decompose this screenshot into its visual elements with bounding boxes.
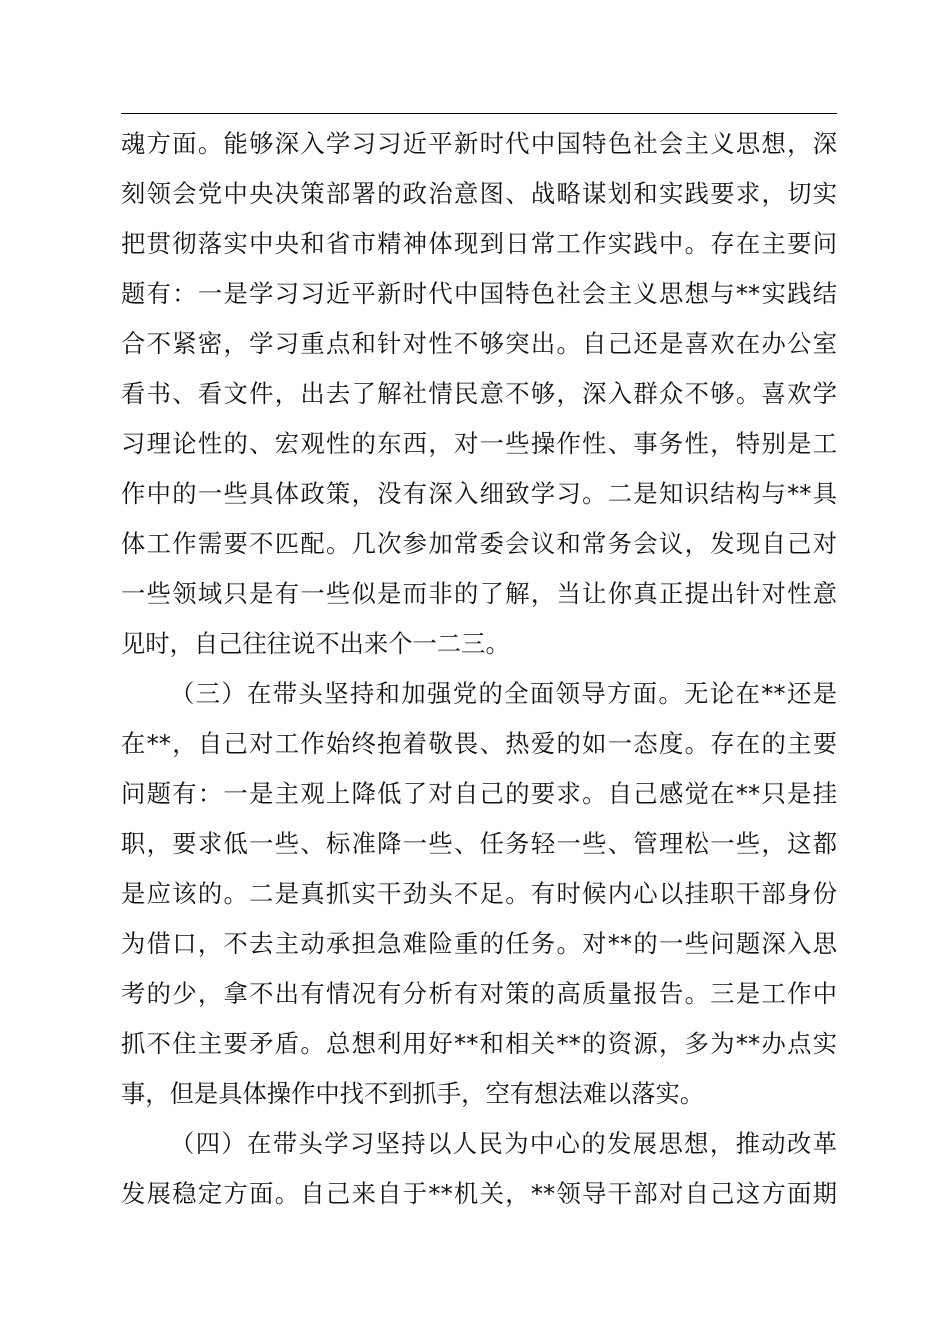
body-text <box>121 119 837 1219</box>
text-line: 在**，自己对工作始终抱着敬畏、热爱的如一态度。存在的主要 <box>121 729 837 758</box>
text-line: 一些领域只是有一些似是而非的了解，当让你真正提出针对性意 <box>121 579 837 608</box>
text-line: 合不紧密，学习重点和针对性不够突出。自己还是喜欢在办公室 <box>121 329 837 358</box>
text-line: 刻领会党中央决策部署的政治意图、战略谋划和实践要求，切实 <box>121 179 837 208</box>
text-line: 发展稳定方面。自己来自于**机关，**领导干部对自己这方面期 <box>121 1179 837 1208</box>
text-line: 题有：一是学习习近平新时代中国特色社会主义思想与**实践结 <box>121 279 837 308</box>
text-line: 是应该的。二是真抓实干劲头不足。有时候内心以挂职干部身份 <box>121 879 837 908</box>
text-line: 把贯彻落实中央和省市精神体现到日常工作实践中。存在主要问 <box>121 229 837 258</box>
section-heading-line: （三）在带头坚持和加强党的全面领导方面。无论在**还是 <box>170 679 837 708</box>
text-line: 看书、看文件，出去了解社情民意不够，深入群众不够。喜欢学 <box>121 379 837 408</box>
text-line: 体工作需要不匹配。几次参加常委会议和常务会议，发现自己对 <box>121 529 837 558</box>
text-line: 考的少，拿不出有情况有分析有对策的高质量报告。三是工作中 <box>121 979 837 1008</box>
text-line: 事，但是具体操作中找不到抓手，空有想法难以落实。 <box>121 1079 705 1108</box>
text-line: 习理论性的、宏观性的东西，对一些操作性、事务性，特别是工 <box>121 429 837 458</box>
text-line: 职，要求低一些、标准降一些、任务轻一些、管理松一些，这都 <box>121 829 837 858</box>
text-line: 为借口，不去主动承担急难险重的任务。对**的一些问题深入思 <box>121 929 837 958</box>
text-line: 魂方面。能够深入学习习近平新时代中国特色社会主义思想，深 <box>121 129 837 158</box>
text-line: 问题有：一是主观上降低了对自己的要求。自己感觉在**只是挂 <box>121 779 837 808</box>
text-line: 见时，自己往往说不出来个一二三。 <box>121 629 510 658</box>
header-rule <box>121 113 837 114</box>
section-heading-line: （四）在带头学习坚持以人民为中心的发展思想，推动改革 <box>170 1129 837 1158</box>
text-line: 作中的一些具体政策，没有深入细致学习。二是知识结构与**具 <box>121 479 837 508</box>
text-line: 抓不住主要矛盾。总想利用好**和相关**的资源，多为**办点实 <box>121 1029 837 1058</box>
